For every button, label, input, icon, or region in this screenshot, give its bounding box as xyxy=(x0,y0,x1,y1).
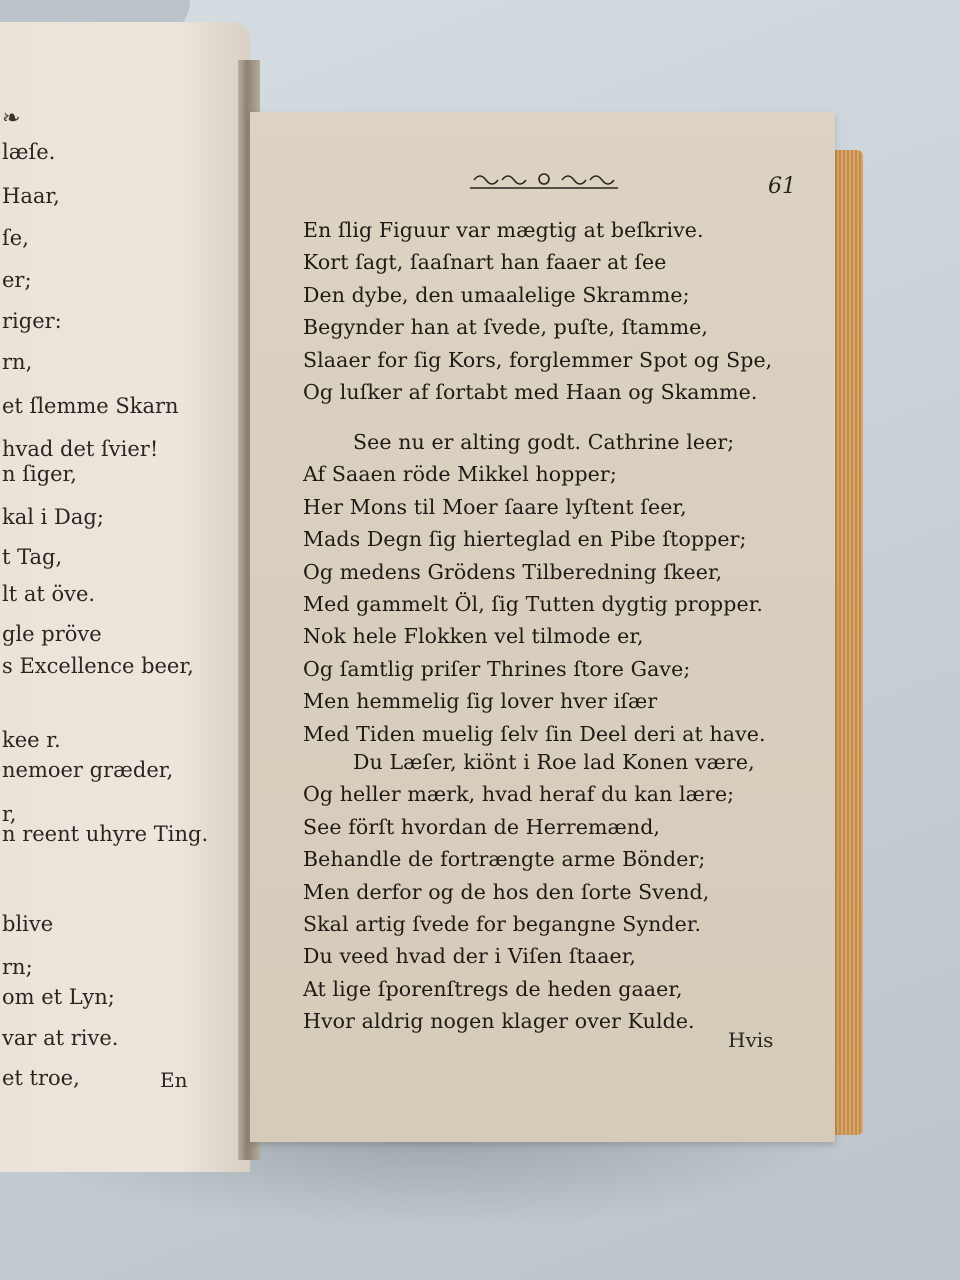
left-verse-line: t Tag, xyxy=(2,545,63,569)
verse-line: Af Saaen röde Mikkel hopper; xyxy=(303,462,617,487)
headpiece-ornament-icon xyxy=(468,168,620,192)
left-verse-line: Haar, xyxy=(2,184,60,208)
page-number: 61 xyxy=(768,174,796,199)
verse-line: Hvor aldrig nogen klager over Kulde. xyxy=(303,1009,695,1034)
verse-line: Behandle de fortrængte arme Bönder; xyxy=(303,847,706,872)
verse-line: Med gammelt Öl, ſig Tutten dygtig propper. xyxy=(303,592,763,616)
verse-line: Og luſker af ſortabt med Haan og Skamme. xyxy=(303,380,758,404)
left-verse-line: ſe, xyxy=(2,226,29,250)
verse-line: Men derfor og de hos den ſorte Svend, xyxy=(303,879,710,904)
verse-line: Med Tiden muelig ſelv ſin Deel deri at have. xyxy=(303,721,766,746)
left-verse-line: n ſiger, xyxy=(2,462,77,486)
left-verse-line: s Excellence beer, xyxy=(2,654,194,678)
verse-line: Men hemmelig ſig lover hver iſær xyxy=(303,689,658,714)
verse-line: En ſlig Figuur var mægtig at beſkrive. xyxy=(303,218,704,242)
verse-line: Du Læſer, kiönt i Roe lad Konen være, xyxy=(353,750,755,774)
verse-line: Og heller mærk, hvad heraf du kan lære; xyxy=(303,782,735,807)
left-verse-line: et ſlemme Skarn xyxy=(2,394,179,418)
left-verse-line: lt at öve. xyxy=(2,582,96,606)
left-verse-line: kal i Dag; xyxy=(2,505,104,529)
ornament-icon: ❧ xyxy=(2,106,21,131)
verse-line: Og ſamtlig priſer Thrines ſtore Gave; xyxy=(303,656,691,681)
verse-line: Og medens Grödens Tilberedning ſkeer, xyxy=(303,559,723,584)
verse-line: Mads Degn ſig hierteglad en Pibe ſtopper; xyxy=(303,527,747,552)
left-verse-line: r, xyxy=(2,802,17,826)
verse-line: Kort ſagt, ſaaſnart han faaer at ſee xyxy=(303,250,667,275)
left-verse-line: nemoer græder, xyxy=(2,758,174,782)
verse-line: At lige ſporenſtregs de heden gaaer, xyxy=(303,976,683,1001)
verse-line: Slaaer for ſig Kors, forglemmer Spot og Spe, xyxy=(303,347,773,372)
left-verse-line: rn, xyxy=(2,350,33,374)
left-verse-line: n reent uhyre Ting. xyxy=(2,822,209,846)
verse-line: See nu er alting godt. Cathrine leer; xyxy=(353,430,735,454)
left-verse-line: var at rive. xyxy=(2,1026,119,1050)
left-verse-line: kee r. xyxy=(2,728,61,752)
verse-line: Den dybe, den umaalelige Skramme; xyxy=(303,282,690,307)
left-verse-line: rn; xyxy=(2,955,33,979)
left-catchword: En xyxy=(160,1068,188,1092)
verse-line: Skal artig ſvede for begangne Synder. xyxy=(303,912,702,936)
verse-line: Nok hele Flokken vel tilmode er, xyxy=(303,624,644,649)
verse-line: Begynder han at ſvede, puſte, ſtamme, xyxy=(303,315,708,340)
left-verse-line: riger: xyxy=(2,309,62,333)
verse-line: See förſt hvordan de Herremænd, xyxy=(303,814,661,839)
left-verse-line: om et Lyn; xyxy=(2,985,115,1009)
left-verse-line: er; xyxy=(2,268,32,292)
left-verse-line: blive xyxy=(2,912,54,936)
left-verse-line: gle pröve xyxy=(2,622,102,646)
page-edges xyxy=(835,150,863,1135)
left-verse-line: hvad det ſvier! xyxy=(2,437,159,461)
verse-line: Du veed hvad der i Viſen ſtaaer, xyxy=(303,944,637,969)
left-verse-line: læſe. xyxy=(2,140,56,164)
left-verse-line: et troe, xyxy=(2,1066,80,1090)
verse-line: Her Mons til Moer ſaare lyſtent ſeer, xyxy=(303,494,687,519)
right-catchword: Hvis xyxy=(728,1028,774,1052)
